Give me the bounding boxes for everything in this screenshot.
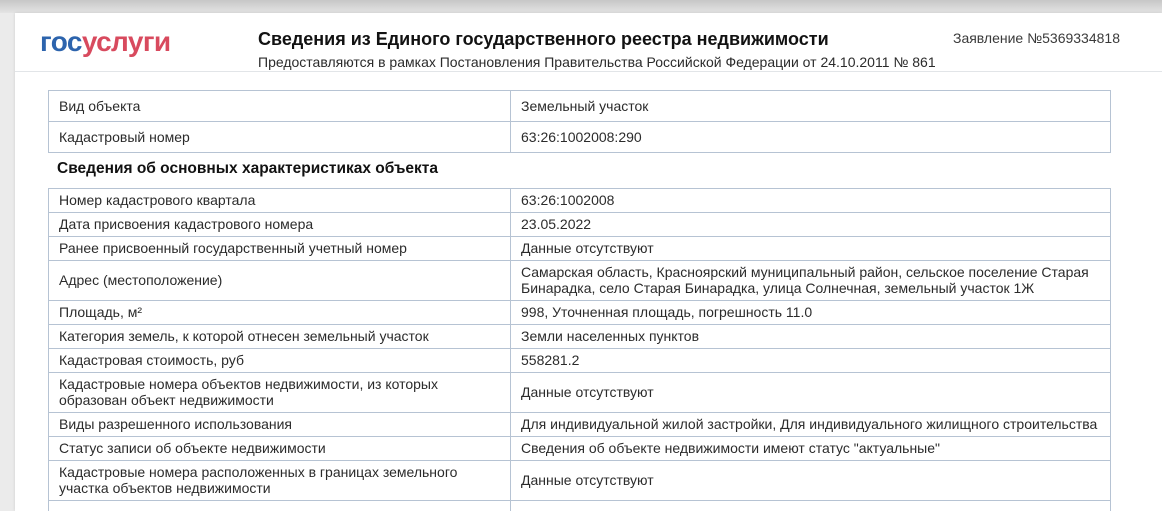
top-frame-strip (0, 0, 1162, 13)
row-value: 63:26:1002008 (511, 189, 1111, 213)
row-label: Номер кадастрового квартала (49, 189, 511, 213)
row-value: Сведения об объекте недвижимости имеют статус "актуальные" (511, 437, 1111, 461)
table-row (49, 261, 1111, 301)
row-label: Ранее присвоенный государственный учетный номер (49, 237, 511, 261)
table-row (49, 413, 1111, 437)
object-summary-table (48, 90, 1111, 153)
section-heading: Сведения об основных характеристиках объекта (57, 160, 439, 177)
left-frame-strip (0, 13, 15, 511)
table-row (49, 237, 1111, 261)
row-value (511, 501, 1111, 511)
row-label (49, 501, 511, 511)
row-value: Самарская область, Красноярский муниципальный район, сельское поселение Старая Бинарадка, село Старая Бинарадка, улица Солнечная, земельный участок 1Ж (511, 261, 1111, 301)
row-value: 558281.2 (511, 349, 1111, 373)
gosuslugi-logo (40, 26, 171, 58)
row-label: Вид объекта (49, 91, 511, 122)
row-label: Дата присвоения кадастрового номера (49, 213, 511, 237)
table-row (49, 437, 1111, 461)
table-row (49, 213, 1111, 237)
row-value: 998, Уточненная площадь, погрешность 11.0 (511, 301, 1111, 325)
row-label: Кадастровая стоимость, руб (49, 349, 511, 373)
row-value: 23.05.2022 (511, 213, 1111, 237)
table-row (49, 349, 1111, 373)
row-value: Земли населенных пунктов (511, 325, 1111, 349)
row-label: Виды разрешенного использования (49, 413, 511, 437)
row-value: 63:26:1002008:290 (511, 122, 1111, 153)
logo-red-part: услуги (81, 26, 171, 57)
row-label: Кадастровый номер (49, 122, 511, 153)
header-divider (15, 71, 1162, 72)
row-label: Площадь, м² (49, 301, 511, 325)
table-row (49, 325, 1111, 349)
row-value: Для индивидуальной жилой застройки, Для индивидуального жилищного строительства (511, 413, 1111, 437)
application-number: Заявление №5369334818 (952, 30, 1120, 46)
page-subtitle: Предоставляются в рамках Постановления Правительства Российской Федерации от 24.10.2011 № 861 (258, 54, 936, 70)
table-row (49, 91, 1111, 122)
row-value: Земельный участок (511, 91, 1111, 122)
row-label: Кадастровые номера расположенных в границах земельного участка объектов недвижимости (49, 461, 511, 501)
row-label: Статус записи об объекте недвижимости (49, 437, 511, 461)
table-row (49, 461, 1111, 501)
page-title: Сведения из Единого государственного реестра недвижимости (258, 29, 829, 49)
table-row (49, 373, 1111, 413)
row-value: Данные отсутствуют (511, 373, 1111, 413)
row-label: Адрес (местоположение) (49, 261, 511, 301)
row-label: Категория земель, к которой отнесен земельный участок (49, 325, 511, 349)
row-value: Данные отсутствуют (511, 461, 1111, 501)
logo-blue-part: гос (40, 26, 82, 57)
table-row (49, 501, 1111, 511)
table-row (49, 301, 1111, 325)
row-value: Данные отсутствуют (511, 237, 1111, 261)
row-label: Кадастровые номера объектов недвижимости, из которых образован объект недвижимости (49, 373, 511, 413)
object-characteristics-table (48, 188, 1111, 511)
table-row (49, 189, 1111, 213)
table-row (49, 122, 1111, 153)
